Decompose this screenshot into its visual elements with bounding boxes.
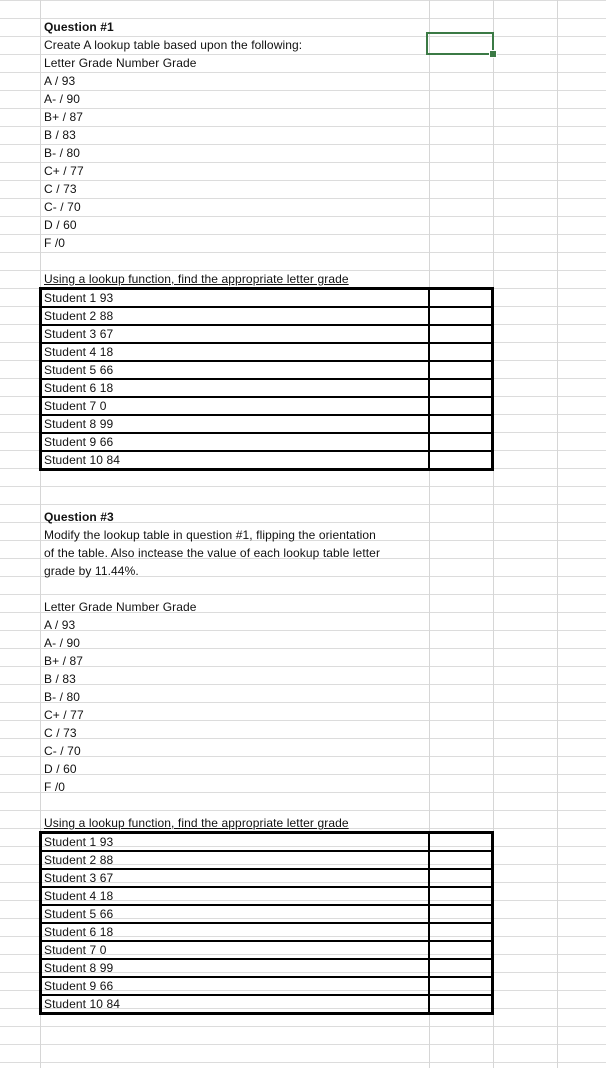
- question3-title: Question #3: [44, 510, 114, 524]
- q3-grade-cell[interactable]: C- / 70: [44, 744, 81, 758]
- question3-instruction-line: Modify the lookup table in question #1, flipping the orientation: [44, 528, 376, 542]
- student-cell[interactable]: Student 8 99: [44, 417, 114, 431]
- q1-grade-cell[interactable]: B+ / 87: [44, 110, 84, 124]
- gridline-row: [0, 1026, 606, 1027]
- gridline-row: [0, 162, 606, 163]
- student-cell[interactable]: Student 1 93: [44, 835, 114, 849]
- gridline-row: [0, 630, 606, 631]
- student-cell[interactable]: Student 3 67: [44, 327, 114, 341]
- gridline-row: [0, 684, 606, 685]
- student-cell[interactable]: Student 4 18: [44, 345, 114, 359]
- q1-grade-cell[interactable]: B / 83: [44, 128, 76, 142]
- q1-grade-cell[interactable]: D / 60: [44, 218, 77, 232]
- question2-instruction: Using a lookup function, find the appropriate letter grade: [44, 272, 349, 286]
- q3-grade-cell[interactable]: B / 83: [44, 672, 76, 686]
- q3-grade-cell[interactable]: B+ / 87: [44, 654, 84, 668]
- gridline-row: [0, 756, 606, 757]
- q3-grade-cell[interactable]: C+ / 77: [44, 708, 84, 722]
- gridline-row: [0, 252, 606, 253]
- gridline-row: [0, 180, 606, 181]
- student-cell[interactable]: Student 6 18: [44, 381, 114, 395]
- student-cell[interactable]: Student 10 84: [44, 997, 121, 1011]
- gridline-column: [557, 0, 558, 1068]
- q1-grade-cell[interactable]: F /0: [44, 236, 66, 250]
- q3-grade-cell[interactable]: F /0: [44, 780, 66, 794]
- q1-grade-cell[interactable]: C+ / 77: [44, 164, 84, 178]
- student-cell[interactable]: Student 8 99: [44, 961, 114, 975]
- gridline-row: [0, 792, 606, 793]
- q1-grade-cell[interactable]: A / 93: [44, 74, 76, 88]
- question1-table-header: Letter Grade Number Grade: [44, 56, 197, 70]
- gridline-row: [0, 126, 606, 127]
- gridline-row: [0, 1062, 606, 1063]
- student-cell[interactable]: Student 9 66: [44, 979, 114, 993]
- q1-grade-cell[interactable]: C / 73: [44, 182, 77, 196]
- gridline-row: [0, 666, 606, 667]
- question3-instruction-line: grade by 11.44%.: [44, 564, 139, 578]
- q1-grade-cell[interactable]: A- / 90: [44, 92, 81, 106]
- student-cell[interactable]: Student 10 84: [44, 453, 121, 467]
- gridline-row: [0, 198, 606, 199]
- student-cell[interactable]: Student 6 18: [44, 925, 114, 939]
- gridline-row: [0, 234, 606, 235]
- student-cell[interactable]: Student 7 0: [44, 943, 107, 957]
- question3-table-header: Letter Grade Number Grade: [44, 600, 197, 614]
- gridline-row: [0, 72, 606, 73]
- student-cell[interactable]: Student 1 93: [44, 291, 114, 305]
- gridline-row: [0, 486, 606, 487]
- gridline-row: [0, 108, 606, 109]
- question1-instruction: Create A lookup table based upon the following:: [44, 38, 303, 52]
- gridline-row: [0, 90, 606, 91]
- student-cell[interactable]: Student 4 18: [44, 889, 114, 903]
- q3-grade-cell[interactable]: B- / 80: [44, 690, 81, 704]
- gridline-row: [0, 810, 606, 811]
- gridline-row: [0, 144, 606, 145]
- gridline-row: [0, 216, 606, 217]
- question1-title: Question #1: [44, 20, 114, 34]
- q3-grade-cell[interactable]: A / 93: [44, 618, 76, 632]
- gridline-row: [0, 0, 606, 1]
- active-cell-selection[interactable]: [426, 32, 494, 55]
- q3-grade-cell[interactable]: C / 73: [44, 726, 77, 740]
- student-cell[interactable]: Student 2 88: [44, 309, 114, 323]
- gridline-row: [0, 720, 606, 721]
- gridline-row: [0, 738, 606, 739]
- gridline-row: [0, 774, 606, 775]
- student-cell[interactable]: Student 5 66: [44, 907, 114, 921]
- gridline-row: [0, 648, 606, 649]
- q3-grade-cell[interactable]: A- / 90: [44, 636, 81, 650]
- q3-grade-cell[interactable]: D / 60: [44, 762, 77, 776]
- gridline-row: [0, 594, 606, 595]
- student-cell[interactable]: Student 3 67: [44, 871, 114, 885]
- q1-grade-cell[interactable]: B- / 80: [44, 146, 81, 160]
- student-cell[interactable]: Student 5 66: [44, 363, 114, 377]
- q1-grade-cell[interactable]: C- / 70: [44, 200, 81, 214]
- question3-lookup-instruction: Using a lookup function, find the appropriate letter grade: [44, 816, 349, 830]
- fill-handle[interactable]: [489, 50, 497, 58]
- gridline-row: [0, 702, 606, 703]
- student-cell[interactable]: Student 9 66: [44, 435, 114, 449]
- student-cell[interactable]: Student 7 0: [44, 399, 107, 413]
- gridline-row: [0, 1044, 606, 1045]
- gridline-row: [0, 504, 606, 505]
- question3-instruction-line: of the table. Also inctease the value of each lookup table letter: [44, 546, 381, 560]
- student-cell[interactable]: Student 2 88: [44, 853, 114, 867]
